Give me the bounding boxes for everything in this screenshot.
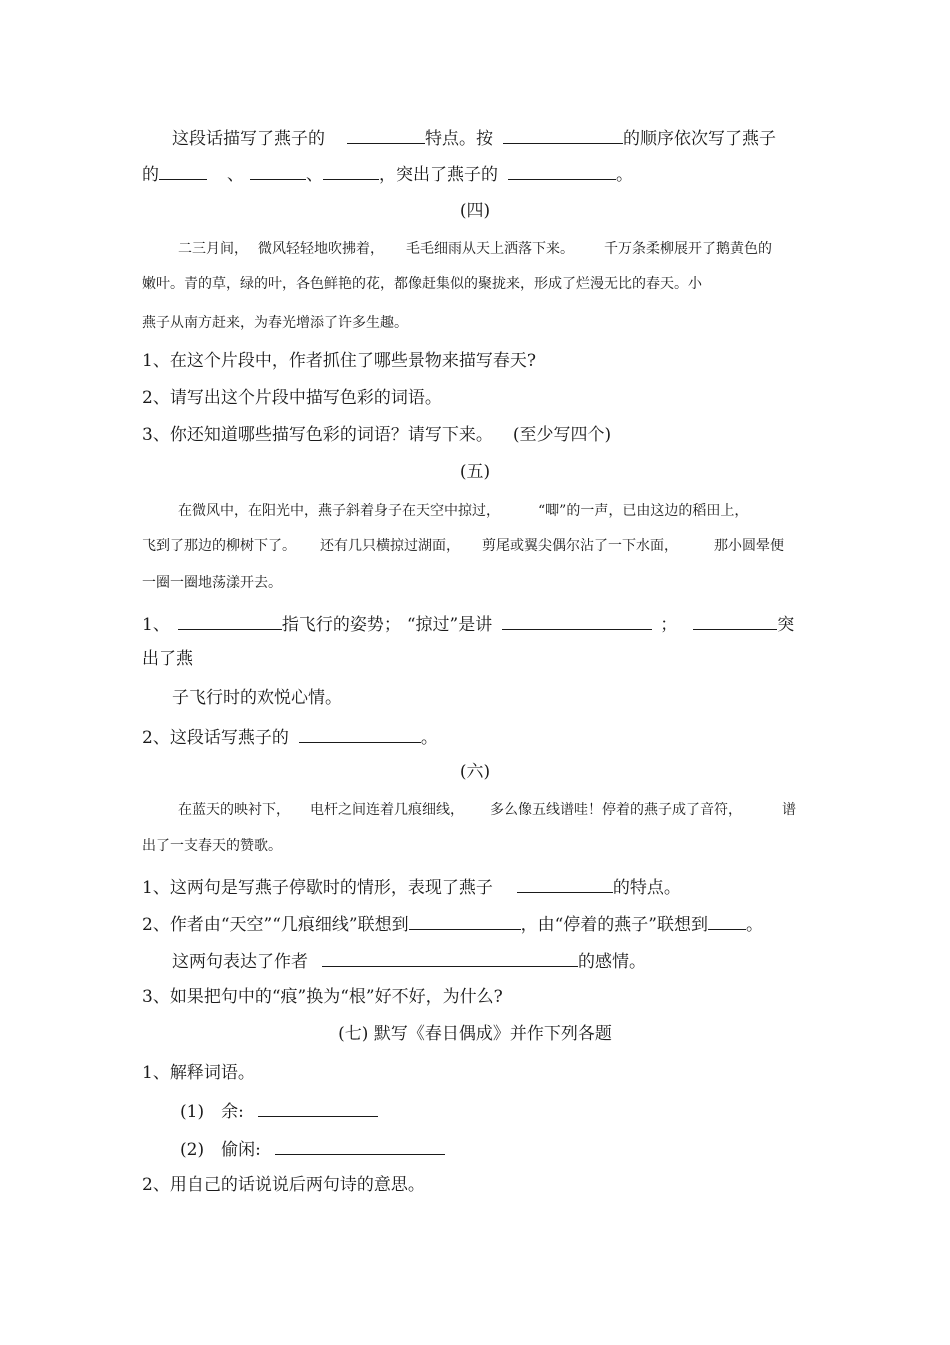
s7-question-1: 1、解释词语。 (142, 1063, 255, 1083)
s4-para-l1-b: 微风轻轻地吹拂着， (258, 241, 384, 257)
s6-q2-text-b: ，由“停着的燕子”联想到 (520, 915, 708, 935)
s4-para-line2: 嫩叶。青的草，绿的叶，各色鲜艳的花，都像赶集似的聚拢来，形成了烂漫无比的春天。小 (142, 276, 702, 292)
s6-heading: (六) (459, 762, 491, 782)
s6-para-line1 (178, 803, 796, 817)
s5-heading: (五) (459, 462, 491, 482)
answer-blank[interactable] (258, 1101, 378, 1117)
s3-line2-text-c: 、 (306, 165, 323, 185)
answer-blank[interactable] (299, 727, 421, 743)
answer-blank[interactable] (508, 164, 616, 180)
answer-blank[interactable] (275, 1139, 445, 1155)
s7-item-2 (180, 1139, 445, 1159)
s3-line1-text-a: 这段话描写了燕子的 (172, 129, 325, 149)
s3-line2-text-a: 的 (142, 165, 159, 185)
s4-para-l1-c: 毛毛细雨从天上洒落下来。 (406, 241, 574, 257)
s6-para-l1-c: 多么像五线谱哇！停着的燕子成了音符， (490, 802, 742, 818)
s7-item-1 (180, 1101, 378, 1121)
s5-para-line1 (178, 504, 748, 518)
s6-para-line2: 出了一支春天的赞歌。 (142, 838, 282, 854)
s6-q2-text-d: 这两句表达了作者 (172, 952, 308, 972)
s5-para-line3: 一圈一圈地荡漾开去。 (142, 575, 282, 591)
s5-q1-text-b: 指飞行的姿势； (281, 615, 401, 635)
s6-para-l1-b: 电杆之间连着几痕细线， (310, 802, 464, 818)
answer-blank[interactable] (503, 128, 623, 144)
s3-line1-text-b: 特点。按 (425, 129, 493, 149)
s4-q3-note: (至少写四个) (512, 425, 612, 445)
s5-q2-end: 。 (420, 728, 438, 748)
s5-q1-text-d: ； (660, 615, 678, 635)
s6-question-3: 3、如果把句中的“痕”换为“根”好不好，为什么? (142, 987, 503, 1007)
s5-para-l1-b: “唧”的一声，已由这边的稻田上， (538, 503, 749, 519)
s5-q1-wrap-2: 子飞行时的欢悦心情。 (172, 688, 342, 708)
s5-q1-wrap-1: 出了燕 (142, 649, 193, 669)
answer-blank[interactable] (178, 614, 282, 630)
answer-blank[interactable] (409, 914, 521, 930)
s5-q2-text: 2、这段话写燕子的 (142, 728, 289, 748)
s6-para-l1-a: 在蓝天的映衬下， (178, 802, 290, 818)
s5-para-l2-d: 那小圆晕便 (714, 538, 784, 554)
s5-para-line2 (142, 539, 784, 553)
s4-para-line3: 燕子从南方赶来，为春光增添了许多生趣。 (142, 315, 408, 331)
s7-item-2-label: (2) 偷闲: (180, 1140, 261, 1160)
s6-q2-text-e: 的感情。 (578, 952, 646, 972)
s4-question-3 (142, 427, 611, 444)
s5-q1-text-e: 突 (777, 615, 795, 635)
s7-question-2: 2、用自己的话说说后两句诗的意思。 (142, 1175, 425, 1195)
s5-question-1 (142, 614, 794, 634)
s5-para-l2-a: 飞到了那边的柳树下了。 (142, 538, 296, 554)
answer-blank[interactable] (708, 914, 746, 930)
s5-para-l2-b: 还有几只横掠过湖面， (320, 538, 460, 554)
s5-para-l2-c: 剪尾或翼尖偶尔沾了一下水面， (482, 538, 678, 554)
s4-question-2: 2、请写出这个片段中描写色彩的词语。 (142, 388, 442, 408)
s6-question-2-cont (172, 951, 646, 971)
s3-line1 (172, 128, 776, 148)
answer-blank[interactable] (693, 614, 777, 630)
s6-para-l1-d: 谱 (782, 802, 796, 818)
s7-item-1-label: (1) 余: (180, 1102, 244, 1122)
s3-line2-text-e: 。 (616, 165, 633, 185)
s4-question-1: 1、在这个片段中，作者抓住了哪些景物来描写春天? (142, 351, 536, 371)
s6-question-2 (142, 914, 763, 934)
s5-q1-text-c: “掠过”是讲 (406, 615, 493, 635)
s6-q1-end: 的特点。 (612, 878, 681, 898)
s3-line2 (142, 164, 633, 184)
s4-q3-text: 3、你还知道哪些描写色彩的词语？请写下来。 (142, 425, 493, 445)
s3-line1-text-c: 的顺序依次写了燕子 (623, 129, 776, 149)
s4-para-line1 (178, 242, 772, 256)
s4-heading: (四) (459, 201, 491, 221)
answer-blank[interactable] (502, 614, 652, 630)
answer-blank[interactable] (347, 128, 425, 144)
s6-question-1 (142, 877, 681, 897)
s6-q2-text-c: 。 (745, 915, 763, 935)
answer-blank[interactable] (159, 164, 207, 180)
s6-q1-text: 1、这两句是写燕子停歇时的情形，表现了燕子 (142, 878, 493, 898)
s5-para-l1-a: 在微风中，在阳光中，燕子斜着身子在天空中掠过， (178, 503, 500, 519)
s5-question-2 (142, 727, 438, 747)
s4-para-l1-a: 二三月间， (178, 241, 248, 257)
s3-line2-text-d: ，突出了燕子的 (379, 165, 498, 185)
answer-blank[interactable] (250, 164, 306, 180)
s6-q2-text-a: 2、作者由“天空”“几痕细线”联想到 (142, 915, 409, 935)
answer-blank[interactable] (323, 164, 379, 180)
s3-line2-text-b: 、 (227, 165, 244, 185)
s4-para-l1-d: 千万条柔柳展开了鹅黄色的 (604, 241, 772, 257)
answer-blank[interactable] (517, 877, 613, 893)
s5-q1-num: 1、 (142, 615, 170, 635)
s7-heading: (七) 默写《春日偶成》并作下列各题 (338, 1024, 612, 1044)
answer-blank[interactable] (322, 951, 578, 967)
